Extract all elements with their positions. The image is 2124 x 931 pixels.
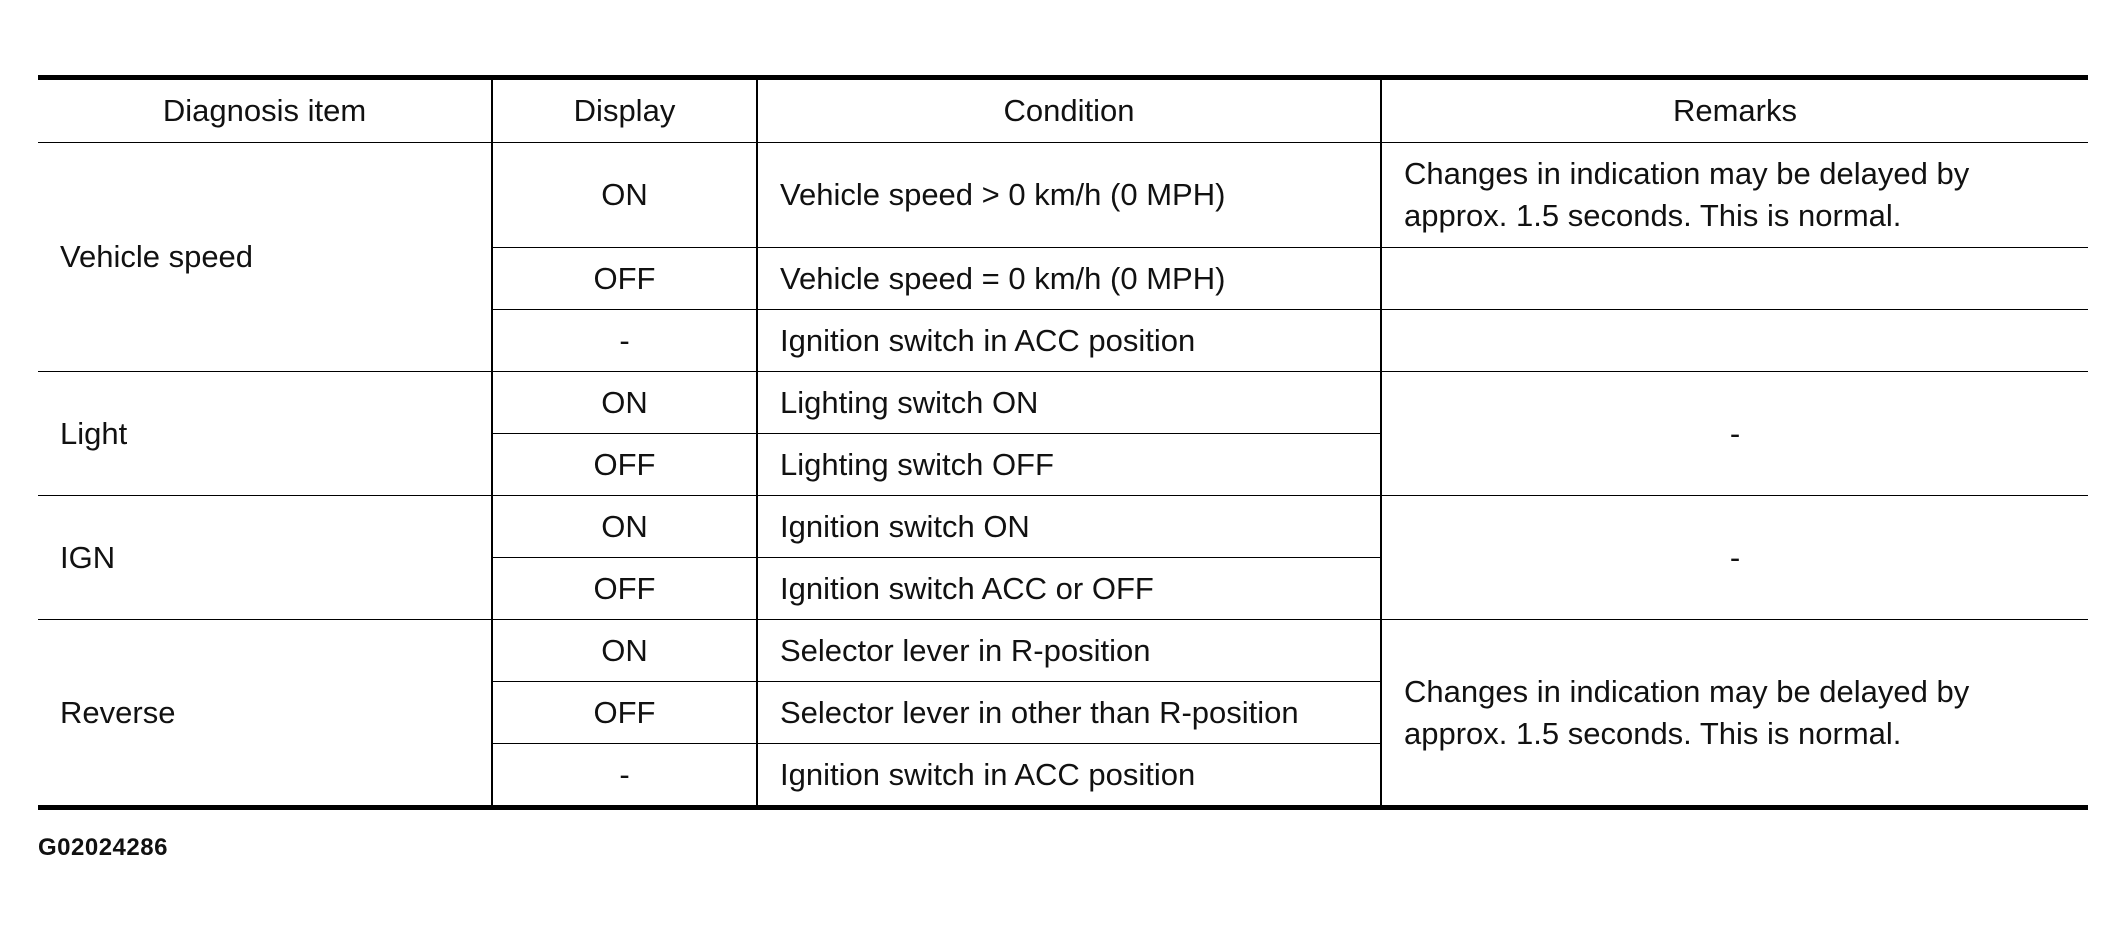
condition-text: Ignition switch in ACC position — [757, 744, 1381, 808]
diagnosis-item-reverse: Reverse — [38, 620, 492, 808]
display-value: ON — [492, 620, 757, 682]
table-row — [38, 620, 2088, 682]
remarks-text: - — [1381, 496, 2088, 620]
display-value: - — [492, 310, 757, 372]
diagnosis-item-vehicle-speed: Vehicle speed — [38, 143, 492, 372]
remarks-text — [1381, 310, 2088, 372]
header-diagnosis-item: Diagnosis item — [38, 78, 492, 143]
remarks-text — [1381, 248, 2088, 310]
remarks-text: Changes in indication may be delayed by approx. 1.5 seconds. This is normal. — [1381, 143, 2088, 248]
condition-text: Ignition switch ON — [757, 496, 1381, 558]
condition-text: Lighting switch ON — [757, 372, 1381, 434]
remarks-text: Changes in indication may be delayed by approx. 1.5 seconds. This is normal. — [1381, 620, 2088, 808]
table-row — [38, 143, 2088, 248]
header-row — [38, 78, 2088, 143]
display-value: ON — [492, 372, 757, 434]
condition-text: Lighting switch OFF — [757, 434, 1381, 496]
display-value: OFF — [492, 558, 757, 620]
figure-code: G02024286 — [38, 834, 168, 861]
remarks-text: - — [1381, 372, 2088, 496]
header-display: Display — [492, 78, 757, 143]
condition-text: Vehicle speed = 0 km/h (0 MPH) — [757, 248, 1381, 310]
condition-text: Ignition switch in ACC position — [757, 310, 1381, 372]
diagnosis-item-light: Light — [38, 372, 492, 496]
table-row — [38, 372, 2088, 434]
header-condition: Condition — [757, 78, 1381, 143]
display-value: ON — [492, 143, 757, 248]
header-remarks: Remarks — [1381, 78, 2088, 143]
display-value: OFF — [492, 682, 757, 744]
display-value: ON — [492, 496, 757, 558]
condition-text: Selector lever in R-position — [757, 620, 1381, 682]
condition-text: Selector lever in other than R-position — [757, 682, 1381, 744]
table-row — [38, 496, 2088, 558]
display-value: OFF — [492, 248, 757, 310]
display-value: - — [492, 744, 757, 808]
diagnosis-table — [38, 75, 2088, 810]
condition-text: Ignition switch ACC or OFF — [757, 558, 1381, 620]
condition-text: Vehicle speed > 0 km/h (0 MPH) — [757, 143, 1381, 248]
display-value: OFF — [492, 434, 757, 496]
diagnosis-item-ign: IGN — [38, 496, 492, 620]
